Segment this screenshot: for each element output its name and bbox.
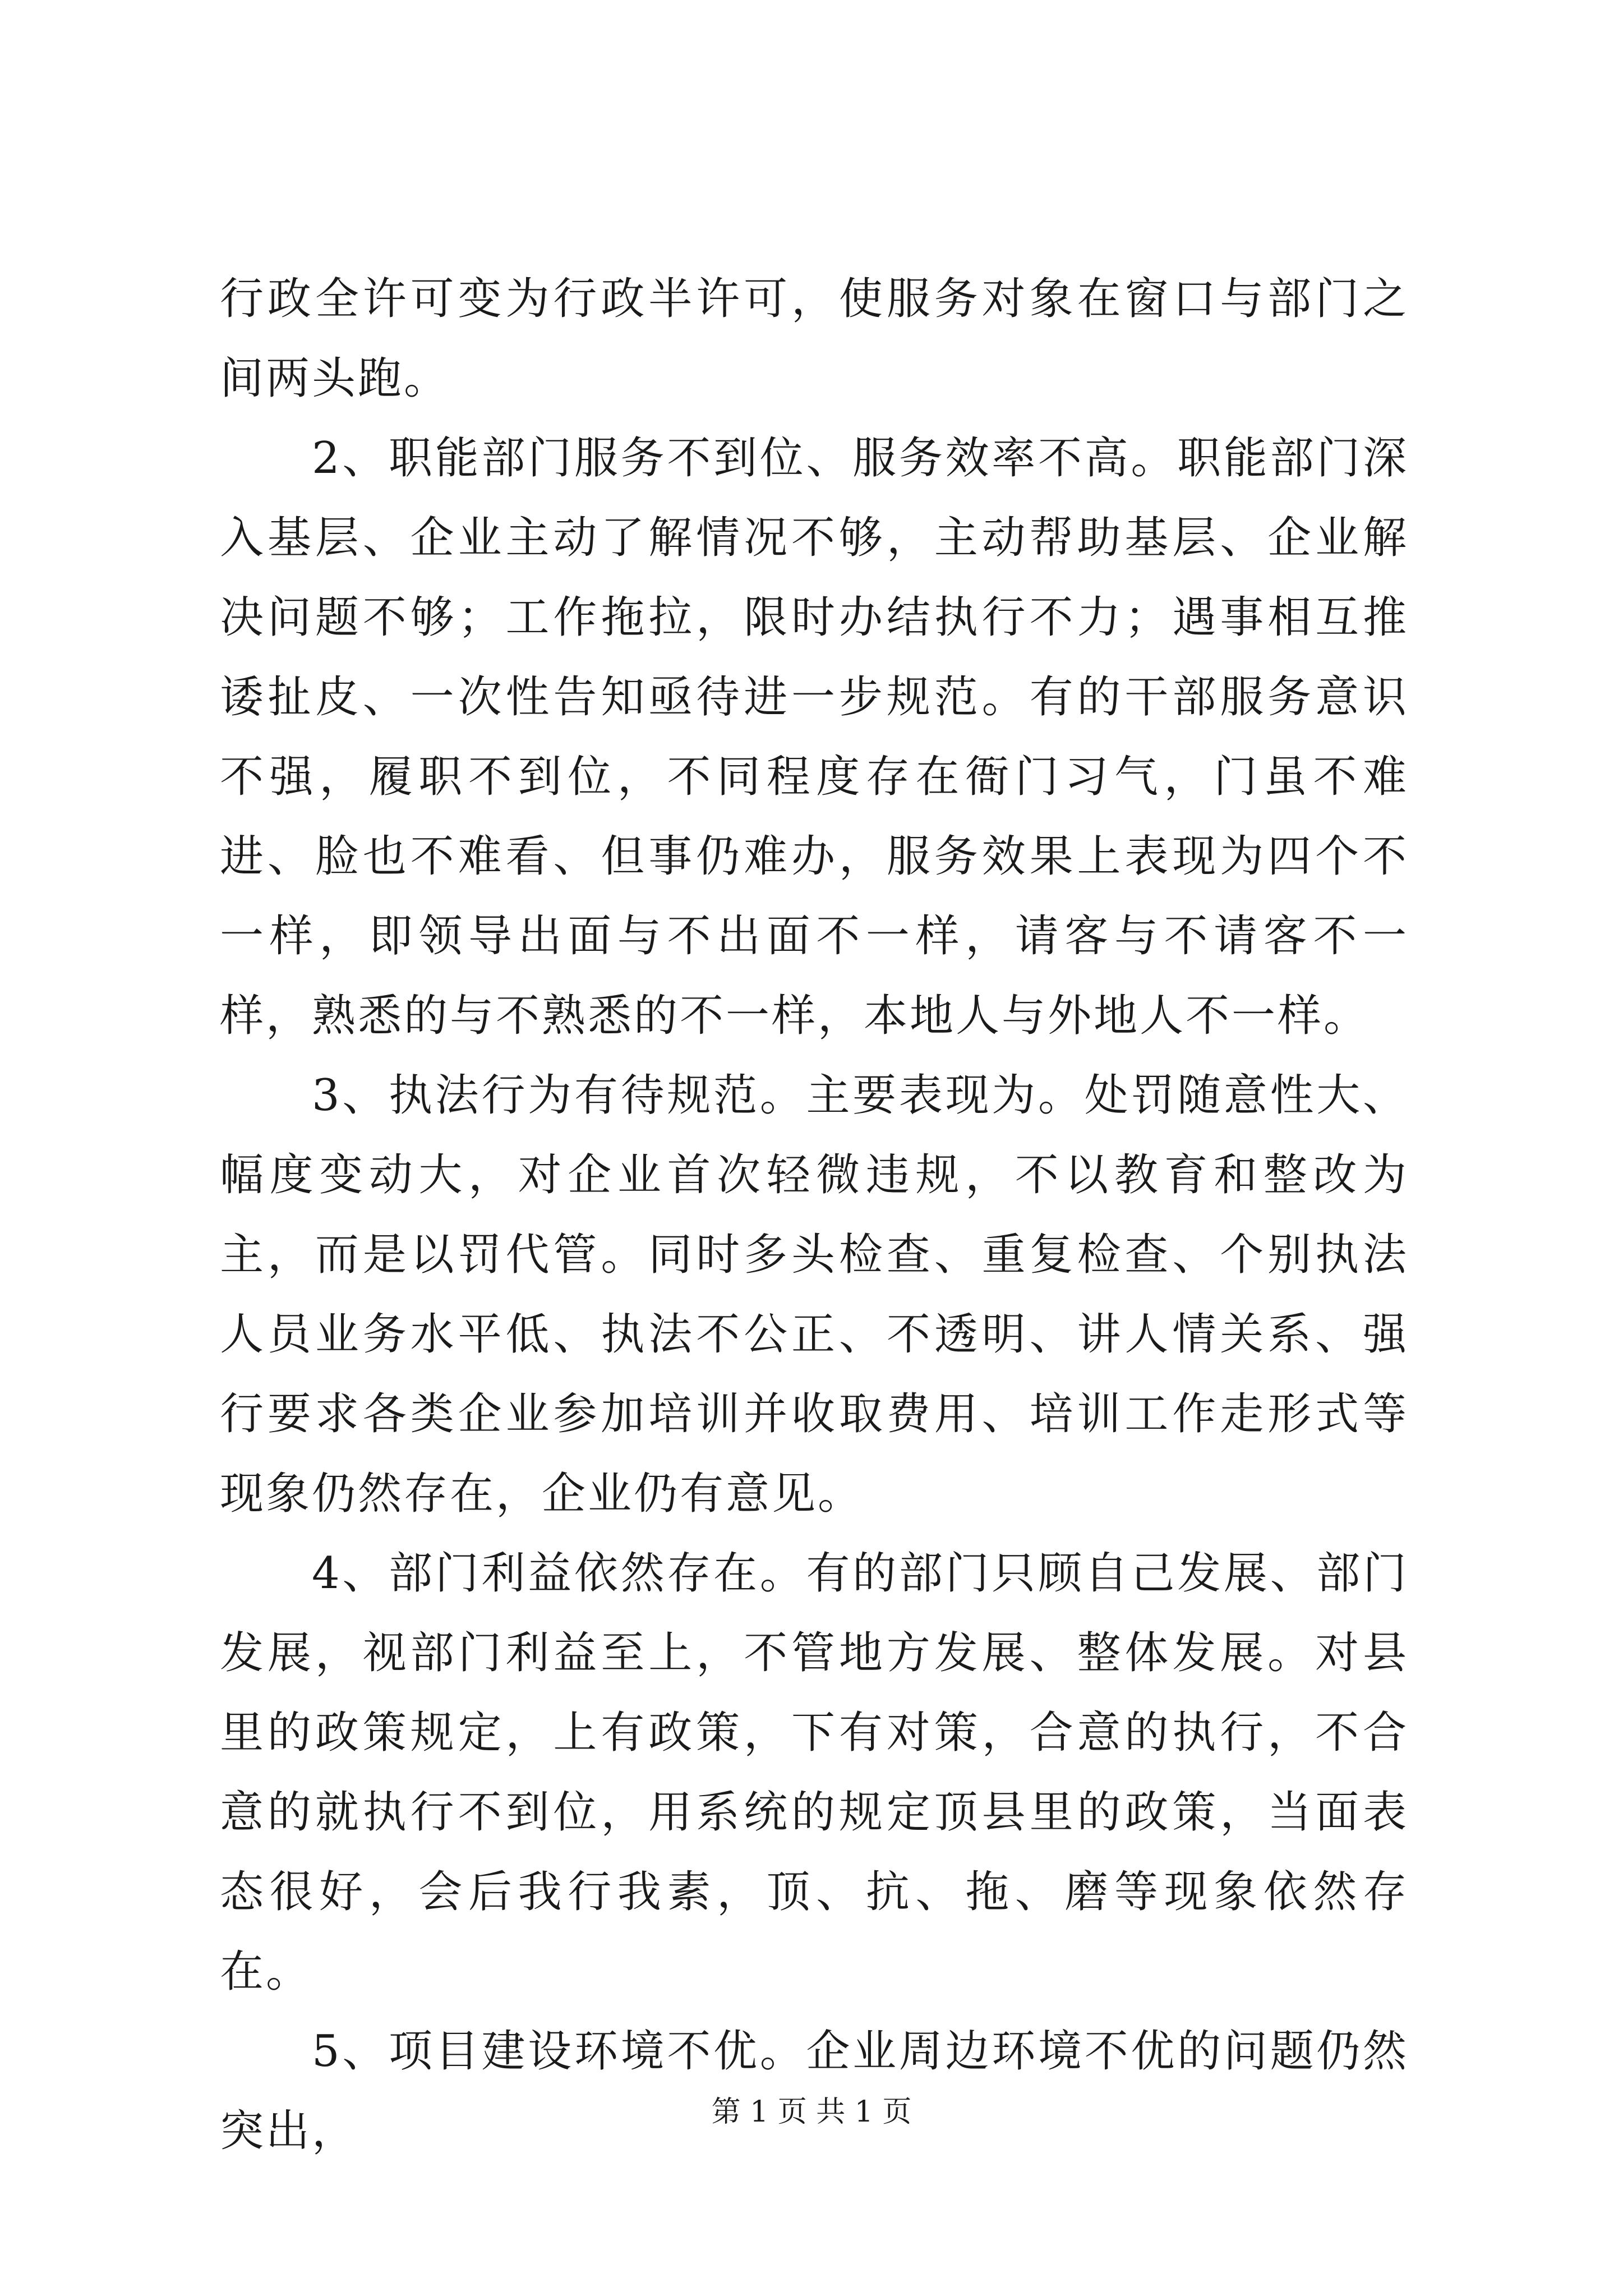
document-body	[220, 259, 1409, 2171]
paragraph-item-5: 5、项目建设环境不优。企业周边环境不优的问题仍然突出，	[220, 2026, 1409, 2156]
page-footer: 第 1 页 共 1 页	[711, 2095, 912, 2129]
paragraph-item-3: 3、执法行为有待规范。主要表现为。处罚随意性大、幅度变动大，对企业首次轻微违规，不以教育和整改为主，而是以罚代管。同时多头检查、重复检查、个别执法人员业务水平低、执法不公正、不透明、讲人情关系、强行要求各类企业参加培训并收取费用、培训工作走形式等现象仍然存在，企业仍有意见。	[220, 1070, 1409, 1519]
paragraph-item-4: 4、部门利益依然存在。有的部门只顾自己发展、部门发展，视部门利益至上，不管地方发展、整体发展。对县里的政策规定，上有政策，下有对策，合意的执行，不合意的就执行不到位，用系统的规定顶县里的政策，当面表态很好，会后我行我素，顶、抗、拖、磨等现象依然存在。	[220, 1548, 1409, 1997]
paragraph-continuation: 行政全许可变为行政半许可，使服务对象在窗口与部门之间两头跑。	[220, 274, 1409, 404]
paragraph-item-2: 2、职能部门服务不到位、服务效率不高。职能部门深入基层、企业主动了解情况不够，主动帮助基层、企业解决问题不够；工作拖拉，限时办结执行不力；遇事相互推诿扯皮、一次性告知亟待进一步规范。有的干部服务意识不强，履职不到位，不同程度存在衙门习气，门虽不难进、脸也不难看、但事仍难办，服务效果上表现为四个不一样，即领导出面与不出面不一样，请客与不请客不一样，熟悉的与不熟悉的不一样，本地人与外地人不一样。	[220, 433, 1409, 1041]
